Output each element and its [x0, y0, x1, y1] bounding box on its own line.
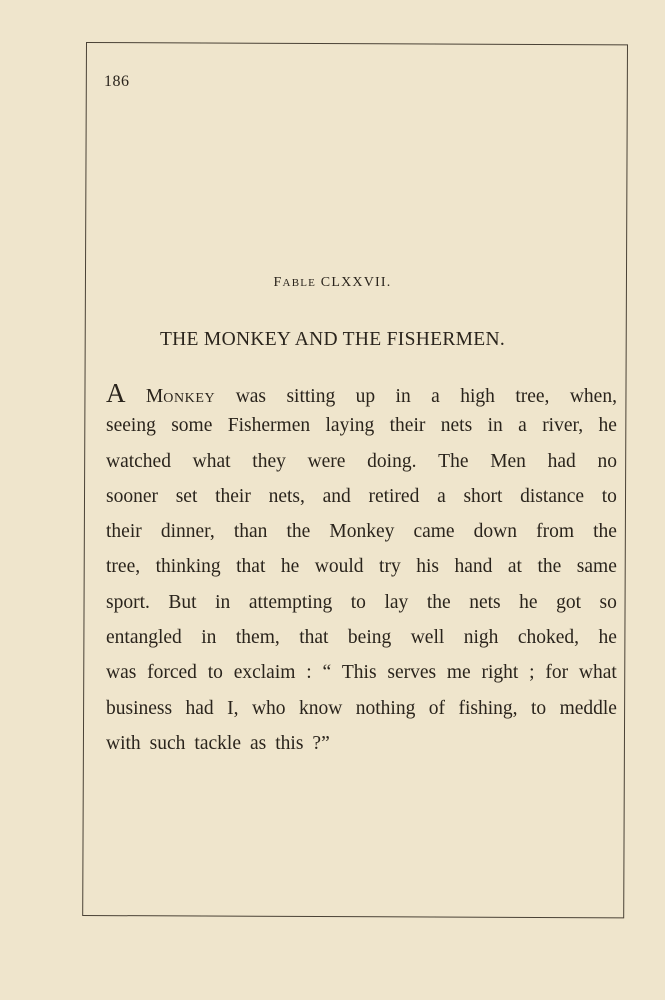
body-word: to [530, 697, 547, 719]
body-word: and [322, 485, 351, 507]
body-word: such [149, 732, 186, 754]
body-line [106, 733, 617, 768]
body-word: nets, [268, 485, 305, 507]
body-line [106, 486, 617, 521]
fable-number-label: FABLE [273, 275, 317, 290]
body-word: tree, [515, 386, 550, 407]
fable-number-roman: CLXXVII. [320, 275, 392, 290]
body-word: what [192, 450, 231, 472]
body-line [106, 627, 617, 662]
body-word: know [298, 697, 343, 719]
body-word: their [106, 521, 142, 543]
body-word: at [507, 556, 522, 578]
body-word: “ [322, 662, 332, 684]
body-word: in [395, 386, 411, 407]
body-line [106, 451, 617, 486]
body-word: from [536, 521, 574, 543]
body-word: doing. [367, 450, 417, 472]
body-word: a [431, 386, 440, 407]
body-word: tree, [106, 556, 141, 578]
body-line [106, 521, 617, 556]
body-word: came [413, 521, 455, 543]
body-word: down [473, 521, 518, 543]
body-word: ?” [312, 732, 330, 754]
body-word: when, [569, 386, 617, 407]
drop-cap: A [106, 378, 126, 408]
body-word: some [171, 415, 213, 437]
body-word: for [545, 662, 569, 684]
body-word: to [207, 662, 223, 684]
body-word: to [350, 591, 366, 613]
body-word: MONKEY [145, 386, 216, 407]
body-word: he [598, 627, 617, 649]
body-word: river, [542, 415, 584, 437]
body-word: sitting [286, 386, 336, 407]
body-word: same [576, 556, 617, 578]
body-word: sport. [106, 591, 150, 613]
body-word: with [106, 732, 141, 754]
body-word: exclaim [233, 662, 296, 684]
body-word: to [601, 485, 617, 507]
body-line [106, 662, 617, 697]
body-word: watched [106, 450, 171, 472]
body-word: short [463, 485, 503, 507]
body-word: The [438, 450, 469, 472]
page-number: 186 [104, 73, 130, 90]
body-word: set [175, 485, 198, 507]
body-word: meddle [559, 697, 617, 719]
body-word: serves [387, 662, 437, 684]
body-word: the [286, 521, 311, 543]
body-word: me [446, 662, 471, 684]
body-word: fishing, [458, 697, 518, 719]
body-word: thinking [155, 556, 221, 578]
body-word: nets [469, 591, 501, 613]
body-word: a [518, 415, 527, 437]
body-word: distance [520, 485, 585, 507]
body-word: nets [440, 415, 473, 437]
body-word: tackle [194, 732, 241, 754]
body-word: right [481, 662, 519, 684]
body-line [106, 415, 617, 450]
body-word: seeing [106, 415, 156, 437]
body-word: that [299, 627, 329, 649]
body-word: Monkey [329, 521, 395, 543]
body-word: he [280, 556, 300, 578]
body-word: sooner [106, 485, 158, 507]
fable-number [0, 275, 665, 291]
body-word: This [341, 662, 377, 684]
body-word: was [235, 386, 267, 407]
body-word: would [314, 556, 364, 578]
body-word: were [307, 450, 346, 472]
body-word: was [106, 662, 137, 684]
body-word: the [426, 591, 451, 613]
body-word: : [306, 662, 312, 684]
body-word: of [428, 697, 446, 719]
body-word: nigh [463, 627, 499, 649]
body-word: his [416, 556, 439, 578]
body-word: up [355, 386, 376, 407]
body-word: dinner, [160, 521, 215, 543]
body-word: had [547, 450, 576, 472]
body-word: no [597, 450, 617, 472]
body-word: But [168, 591, 197, 613]
fable-title: THE MONKEY AND THE FISHERMEN. [159, 329, 506, 350]
body-word: them, [235, 627, 280, 649]
body-word: well [410, 627, 445, 649]
body-word: laying [325, 415, 375, 437]
body-word: that [236, 556, 266, 578]
body-word: in [201, 627, 217, 649]
body-word: being [347, 627, 392, 649]
body-word: this [275, 732, 304, 754]
body-word: ; [529, 662, 535, 684]
body-word: who [251, 697, 286, 719]
body-word: forced [147, 662, 197, 684]
body-line [106, 592, 617, 627]
body-word: so [599, 591, 617, 613]
body-line [106, 698, 617, 733]
body-word: retired [368, 485, 420, 507]
body-word: their [215, 485, 251, 507]
body-word: in [215, 591, 231, 613]
body-word: the [593, 521, 617, 543]
body-word: hand [454, 556, 493, 578]
body-word: Fishermen [227, 415, 311, 437]
body-word: I, [227, 697, 239, 719]
body-word: Men [490, 450, 526, 472]
body-word: he [519, 591, 538, 613]
body-word: they [252, 450, 286, 472]
body-word: as [249, 732, 267, 754]
body-word: what [578, 662, 617, 684]
body-word: the [537, 556, 562, 578]
body-word: had [185, 697, 214, 719]
body-word: than [233, 521, 268, 543]
body-word: business [106, 697, 173, 719]
body-word: attempting [248, 591, 333, 613]
body-word: high [460, 386, 495, 407]
body-word: a [437, 485, 446, 507]
body-word: nothing [355, 697, 416, 719]
body-word: entangled [106, 627, 182, 649]
body-word: choked, [517, 627, 580, 649]
body-word: he [598, 415, 617, 437]
body-line [106, 380, 617, 415]
fable-body [106, 380, 617, 768]
body-word: in [487, 415, 503, 437]
body-word: got [556, 591, 581, 613]
body-word: try [379, 556, 401, 578]
body-line [106, 556, 617, 591]
body-word: their [389, 415, 426, 437]
body-word: lay [384, 591, 409, 613]
